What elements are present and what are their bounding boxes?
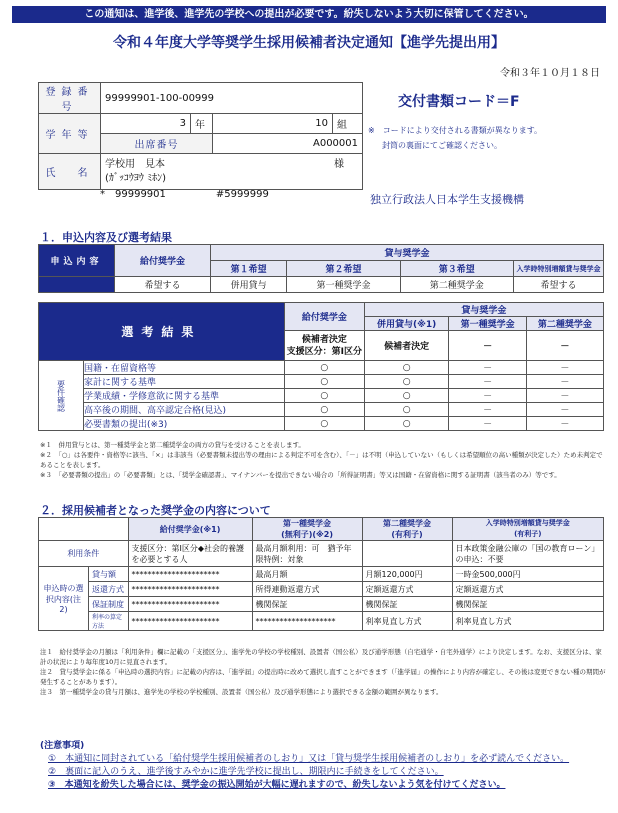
- s2-cell: 一時金500,000円: [452, 567, 603, 582]
- caution-1: ① 本通知に同封されている「給付奨学生採用候補者のしおり」又は「貸与奨学生採用候補者のしおり」を必ず読んでください。: [48, 754, 570, 764]
- s2-kyufu: 給付奨学金(※1): [128, 518, 252, 541]
- page-title: 令和４年度大学等奨学生採用候補者決定通知【進学先提出用】: [113, 35, 505, 51]
- honorific: 様: [334, 158, 344, 170]
- note-3: ※３ 「必要書類の提出」の「必要書類」とは、「奨学金確認書」、マイナンバーを提出できない場合の「所得証明書」等又は国籍・在留資格に関する証明書（該当者のみ）等です。: [40, 471, 561, 479]
- notice-banner: この通知は、進学後、進学先の学校への提出が必要です。紛失しないよう大切に保管してください。: [12, 6, 606, 23]
- s2-cell: 機関保証: [252, 597, 362, 612]
- apply-v0: 希望する: [115, 277, 211, 293]
- req-mark: ○: [284, 417, 364, 431]
- scholarship-table: [38, 517, 604, 631]
- select-side: 申込時の選択内容(注2): [39, 567, 89, 631]
- result-table: [38, 302, 604, 431]
- cond-label: 利用条件: [39, 541, 129, 567]
- code-note: [368, 123, 542, 153]
- req-mark: ○: [284, 361, 364, 375]
- req-mark: －: [526, 417, 603, 431]
- apply-v4: 希望する: [514, 277, 604, 293]
- s2-cell: **********************: [128, 597, 252, 612]
- note-2: ※２ 「○」は各要件・資格等に該当、「×」は非該当（必要書類未提出等の理由による判定不可を含む）、「－」は不明（申込していない（もしくは希望順位の高い種類が決定した）ため未判定であることを表します。: [40, 451, 603, 469]
- req-mark: －: [526, 361, 603, 375]
- grade-unit: 年: [191, 114, 213, 134]
- s2-cell: ********************: [252, 612, 362, 631]
- s2-cell: 定額返還方式: [362, 582, 452, 597]
- req-mark: －: [449, 375, 526, 389]
- result-label: 選考結果: [39, 303, 285, 361]
- reg-value: 99999901-100-00999: [101, 83, 363, 114]
- s2-cell: **********************: [128, 612, 252, 631]
- s2-cell: 機関保証: [452, 597, 603, 612]
- s2-cell: 最高月額: [252, 567, 362, 582]
- result-taiyo: 貸与奨学金: [364, 303, 603, 317]
- grade-value: 3: [101, 114, 191, 134]
- section2-heading: ２．採用候補者となった奨学金の内容について: [40, 504, 271, 517]
- cond-kyufu: 支援区分：第Ⅰ区分◆社会的養護を必要とする人: [128, 541, 252, 567]
- document-code: 交付書類コード＝F: [398, 94, 520, 110]
- apply-h2: 第２希望: [287, 261, 400, 277]
- s2-d3: 入学時特別増額貸与奨学金: [485, 519, 570, 527]
- req-row-label: 必要書類の提出(※3): [84, 417, 285, 431]
- name-label: 氏 名: [39, 154, 101, 190]
- reg-label: 登録番号: [39, 83, 101, 114]
- note2-3: 注３ 第一種奨学金の貸与月額は、進学先の学校の学校種別、設置者（国公私）及び通学形態により選択できる金額の範囲が異なります。: [40, 688, 443, 696]
- registration-table: [38, 82, 363, 190]
- caution-2: ② 裏面に記入のうえ、進学後すみやかに進学先学校に提出し、期限内に手続きをしてください。: [48, 767, 444, 777]
- result-c3: 第二種奨学金: [526, 317, 603, 331]
- apply-label: 申込内容: [39, 245, 115, 277]
- note2-1: 注１ 給付奨学金の月額は「利用条件」欄に記載の「支援区分」、進学先の学校の学校種別、設置者（国公私）及び通学形態（自宅通学・自宅外通学）により決定します。なお、支援区分は、家計の状況により毎年度10月に見直されます。: [40, 648, 602, 666]
- result-c2: 第一種奨学金: [449, 317, 526, 331]
- s2-cell: **********************: [128, 567, 252, 582]
- id-line: [100, 185, 269, 200]
- req-mark: ○: [364, 417, 449, 431]
- application-table: [38, 244, 604, 293]
- section1-notes: [40, 440, 606, 480]
- id-two: #5999999: [215, 189, 269, 200]
- cond-d3: 日本政策金融公庫の「国の教育ローン」の申込：不要: [452, 541, 603, 567]
- s2-d2: 第二種奨学金: [383, 519, 432, 528]
- student-name: 学校用 見本: [105, 158, 165, 170]
- result-r3: －: [526, 331, 603, 361]
- req-row-label: 高卒後の期間、高卒認定合格(見込): [84, 403, 285, 417]
- section2-notes: [40, 647, 606, 697]
- apply-h4: 入学時特別増額貸与奨学金: [514, 261, 604, 277]
- s2-row-label: 保証制度: [89, 597, 129, 612]
- kyufu-result: 候補者決定: [301, 334, 347, 345]
- req-mark: ○: [284, 403, 364, 417]
- caution-3: ③ 本通知を紛失した場合には、奨学金の振込開始が大幅に遅れますので、紛失しないよう気を付けてください。: [48, 780, 506, 790]
- grade-label: 学年等: [39, 114, 101, 154]
- seq-value: A000001: [213, 134, 363, 154]
- req-mark: －: [526, 375, 603, 389]
- s2-cell: 定額返還方式: [452, 582, 603, 597]
- caution-title: (注意事項): [40, 741, 85, 751]
- s2-d3s: (有利子): [514, 530, 542, 538]
- s2-cell: 月額120,000円: [362, 567, 452, 582]
- req-mark: －: [526, 389, 603, 403]
- req-mark: ○: [364, 389, 449, 403]
- s2-cell: **********************: [128, 582, 252, 597]
- s2-d1: 第一種奨学金: [283, 519, 332, 528]
- s2-d2s: (有利子): [391, 530, 423, 539]
- note-1: ※１ 併用貸与とは、第一種奨学金と第二種奨学金の両方の貸与を受けることを表します。: [40, 441, 305, 449]
- class-unit: 組: [333, 114, 363, 134]
- req-mark: ○: [364, 375, 449, 389]
- s2-cell: 利率見直し方式: [452, 612, 603, 631]
- id-one: * 99999901: [100, 189, 166, 200]
- requirement-side: 要件確認: [39, 361, 84, 431]
- req-mark: ○: [284, 375, 364, 389]
- s2-d1s: (無利子)(※2): [281, 530, 334, 539]
- seq-label: 出席番号: [101, 134, 213, 154]
- apply-h1: 第１希望: [211, 261, 287, 277]
- result-kyufu: 給付奨学金: [284, 303, 364, 331]
- result-r2: －: [449, 331, 526, 361]
- apply-h3: 第３希望: [400, 261, 513, 277]
- req-row-label: 家計に関する基準: [84, 375, 285, 389]
- class-value: 10: [213, 114, 333, 134]
- apply-kyufu: 給付奨学金: [115, 245, 211, 277]
- apply-v1: 併用貸与: [211, 277, 287, 293]
- req-row-label: 学業成績・学修意欲に関する基準: [84, 389, 285, 403]
- apply-v2: 第一種奨学金: [287, 277, 400, 293]
- req-mark: ○: [284, 389, 364, 403]
- code-note-1: ※ コードにより交付される書類が異なります。: [368, 126, 543, 135]
- note2-2: 注２ 貸与奨学金に係る「申込時の選択内容」に記載の内容は、「進学届」の提出時に改めて選択し直すことができます（「進学届」の操作により内容が確定し、その後は変更できない種の期間が発生することがあります）。: [40, 668, 606, 686]
- req-row-label: 国籍・在留資格等: [84, 361, 285, 375]
- apply-taiyo: 貸与奨学金: [211, 245, 604, 261]
- req-mark: ○: [364, 361, 449, 375]
- organization-name: 独立行政法人日本学生支援機構: [370, 193, 524, 206]
- req-mark: －: [449, 417, 526, 431]
- req-mark: －: [449, 361, 526, 375]
- req-mark: －: [449, 389, 526, 403]
- issue-date: 令和３年１０月１８日: [500, 68, 600, 79]
- student-kana: (ｶﾞｯｺｳﾖｳ ﾐﾎﾝ): [105, 172, 166, 184]
- req-mark: －: [526, 403, 603, 417]
- cond-d1: 最高月額利用：可 猶予年限特例：対象: [252, 541, 362, 567]
- result-r1: 候補者決定: [364, 331, 449, 361]
- req-mark: －: [449, 403, 526, 417]
- section1-heading: １．申込内容及び選考結果: [40, 231, 172, 244]
- caution-section: [40, 740, 606, 792]
- s2-row-label: 利率の算定方法: [89, 612, 129, 631]
- code-note-2: 封筒の裏面にてご確認ください。: [382, 141, 502, 150]
- s2-cell: 所得連動返還方式: [252, 582, 362, 597]
- req-mark: ○: [364, 403, 449, 417]
- s2-row-label: 貸与額: [89, 567, 129, 582]
- kyufu-sub: 支援区分：第Ⅰ区分: [286, 346, 363, 357]
- s2-row-label: 返還方式: [89, 582, 129, 597]
- result-c1: 併用貸与(※1): [364, 317, 449, 331]
- s2-cell: 機関保証: [362, 597, 452, 612]
- s2-cell: 利率見直し方式: [362, 612, 452, 631]
- apply-v3: 第二種奨学金: [400, 277, 513, 293]
